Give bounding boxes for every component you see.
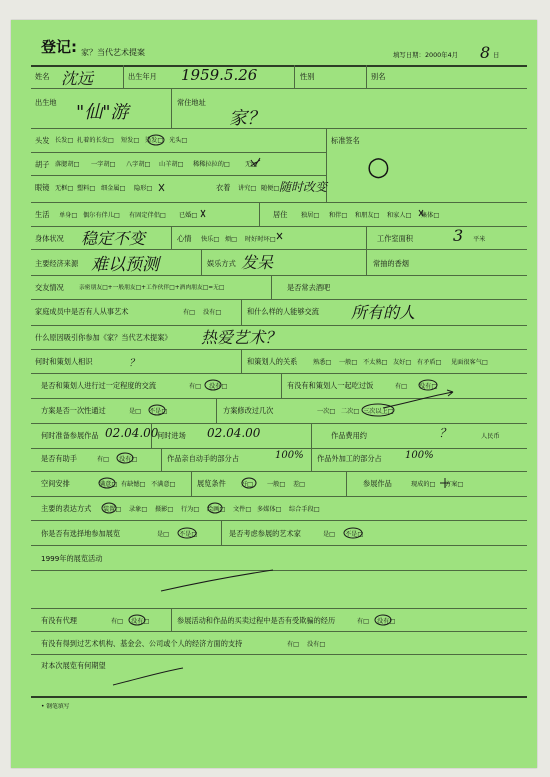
support-label: 有没有得到过艺术机构、基金会、公司或个人的经济方面的支持 bbox=[41, 639, 243, 648]
agent-choice-circle bbox=[129, 615, 145, 625]
revisions-option[interactable]: 三次以上□ bbox=[363, 408, 394, 415]
cheat-option[interactable]: 没有□ bbox=[377, 618, 396, 625]
agent-option[interactable]: 没有□ bbox=[131, 618, 150, 625]
space-option[interactable]: 有缺憾□ bbox=[121, 481, 146, 488]
media-option[interactable]: 绘画□ bbox=[207, 506, 226, 513]
revisions-choice-circle bbox=[362, 404, 394, 416]
glasses-option[interactable]: 细金属□ bbox=[101, 185, 126, 192]
choose-choice-circle bbox=[178, 528, 196, 538]
form-choice-plus bbox=[440, 478, 450, 488]
choose-option[interactable]: 不是□ bbox=[179, 531, 198, 538]
meal-option[interactable]: 有□ bbox=[395, 383, 408, 390]
residence-option[interactable]: 和朋友□ bbox=[355, 212, 380, 219]
mood-option[interactable]: 烦□ bbox=[225, 236, 238, 243]
social-options[interactable]: 亲密朋友□+一般朋友□+工作伙伴□+酒肉朋友□=无□ bbox=[79, 285, 225, 291]
life-option[interactable]: 有固定伴侣□ bbox=[129, 212, 166, 219]
family-label: 家庭成员中是否有人从事艺术 bbox=[35, 307, 129, 316]
proposal-option[interactable]: 不是□ bbox=[149, 408, 168, 415]
enter-label: 何时进场 bbox=[157, 431, 186, 440]
revisions-option[interactable]: 二次□ bbox=[341, 408, 360, 415]
media-choice-circle bbox=[102, 503, 116, 513]
met-label: 何时和策划人相识 bbox=[35, 357, 93, 366]
pen-marks bbox=[11, 20, 537, 768]
proposal-label: 方案是否一次性通过 bbox=[41, 406, 106, 415]
collector-option[interactable]: 是□ bbox=[323, 531, 336, 538]
form-option[interactable]: 现成的□ bbox=[411, 481, 436, 488]
relation-option[interactable]: 不太熟□ bbox=[363, 359, 388, 366]
proposal-option[interactable]: 是□ bbox=[129, 408, 142, 415]
collector-choice-circle bbox=[344, 528, 362, 538]
hair-label: 头发 bbox=[35, 136, 50, 145]
expect-stroke bbox=[113, 668, 183, 685]
cigarette-label: 常抽的香烟 bbox=[373, 259, 409, 268]
expect-label: 对本次展览有何期望 bbox=[41, 661, 106, 670]
relation-option[interactable]: 熟悉□ bbox=[313, 359, 332, 366]
studio-unit: 平米 bbox=[473, 236, 486, 243]
footer-note: • 钢笔填写 bbox=[41, 704, 70, 710]
hair-option[interactable]: 染发□ bbox=[145, 137, 164, 144]
space-option[interactable]: 满意□ bbox=[99, 481, 118, 488]
clothes-label: 衣着 bbox=[216, 183, 231, 192]
name-value: 沈远 bbox=[61, 69, 94, 88]
alias-label: 别名 bbox=[371, 72, 386, 81]
form-title: 登记: bbox=[41, 38, 77, 56]
activity-stroke bbox=[161, 570, 273, 591]
media-option[interactable]: 多媒体□ bbox=[257, 506, 282, 513]
signature-label: 标准签名 bbox=[331, 136, 360, 145]
attract-label: 什么原因吸引你参加《家？当代艺术提案》 bbox=[35, 333, 172, 342]
condition-option[interactable]: 一般□ bbox=[267, 481, 286, 488]
met-value: ？ bbox=[129, 358, 139, 369]
address-label: 常住地址 bbox=[177, 98, 206, 107]
assistant-option[interactable]: 没有□ bbox=[119, 456, 138, 463]
registration-form bbox=[11, 20, 537, 768]
prepare-value: 02.04.00 bbox=[105, 426, 159, 440]
signature-value: ○ bbox=[367, 152, 390, 182]
life-option[interactable]: 已婚□ bbox=[179, 212, 198, 219]
glasses-option[interactable]: 无框□ bbox=[55, 185, 74, 192]
date-day: 8 bbox=[480, 43, 491, 62]
relation-label: 和策划人的关系 bbox=[247, 357, 298, 366]
exchange-option[interactable]: 没有□ bbox=[209, 383, 228, 390]
residence-option[interactable]: 和家人□ bbox=[387, 212, 412, 219]
family-option[interactable]: 有□ bbox=[183, 309, 196, 316]
outsourced-value: 100% bbox=[405, 450, 434, 461]
prepare-label: 何时准备参展作品 bbox=[41, 431, 99, 440]
life-label: 生活 bbox=[35, 210, 50, 219]
media-option[interactable]: 综合手段□ bbox=[289, 506, 320, 513]
health-value: 稳定不变 bbox=[81, 229, 146, 248]
beard-choice-cross bbox=[251, 158, 260, 166]
outsourced-label: 作品外加工的部分占 bbox=[317, 454, 382, 463]
cost-label: 作品费用约 bbox=[331, 431, 367, 440]
mood-option[interactable]: 快乐□ bbox=[201, 236, 220, 243]
media-option[interactable]: 装置□ bbox=[103, 506, 122, 513]
revisions-arrow bbox=[383, 390, 453, 408]
beard-option[interactable]: 落腮胡□ bbox=[55, 161, 80, 168]
cheat-label: 参展活动和作品的买卖过程中是否有受欺骗的经历 bbox=[177, 616, 336, 625]
beard-option[interactable]: 无□ bbox=[245, 161, 258, 168]
studio-label: 工作室面积 bbox=[377, 234, 413, 243]
residence-option[interactable]: 和伴□ bbox=[329, 212, 348, 219]
beard-option[interactable]: 山羊胡□ bbox=[159, 161, 184, 168]
beard-option[interactable]: 一字胡□ bbox=[91, 161, 116, 168]
media-option[interactable]: 录象□ bbox=[129, 506, 148, 513]
form-option[interactable]: 方案□ bbox=[445, 481, 464, 488]
glasses-option[interactable]: 塑料□ bbox=[77, 185, 96, 192]
space-choice-circle bbox=[99, 478, 118, 488]
meal-label: 有没有和策划人一起吃过饭 bbox=[287, 381, 374, 390]
gender-label: 性别 bbox=[300, 72, 315, 81]
cost-unit: 人民币 bbox=[481, 433, 500, 440]
talk-label: 和什么样的人能够交流 bbox=[247, 307, 319, 316]
birth-value: 1959.5.26 bbox=[181, 66, 258, 84]
residence-option[interactable]: 独居□ bbox=[301, 212, 320, 219]
clothes-note: 随时改变 bbox=[279, 180, 328, 194]
revisions-option[interactable]: 一次□ bbox=[317, 408, 336, 415]
economy-value: 难以预测 bbox=[91, 255, 159, 275]
talk-value: 所有的人 bbox=[351, 303, 416, 322]
cheat-choice-circle bbox=[375, 615, 391, 625]
collector-option[interactable]: 不是□ bbox=[345, 531, 364, 538]
residence-choice-cross bbox=[419, 210, 423, 216]
address-value: 家？ bbox=[229, 108, 265, 129]
clothes-option[interactable]: 讲究□ bbox=[238, 185, 257, 192]
form-subtitle: 家？当代艺术提案 bbox=[81, 48, 145, 57]
life-option[interactable]: 单身□ bbox=[59, 212, 78, 219]
beard-label: 胡子 bbox=[35, 160, 50, 169]
agent-option[interactable]: 有□ bbox=[111, 618, 124, 625]
choose-option[interactable]: 是□ bbox=[157, 531, 170, 538]
meal-option[interactable]: 没有□ bbox=[419, 383, 438, 390]
activity-label: 1999年的展览活动 bbox=[41, 554, 103, 563]
studio-value: 3 bbox=[453, 226, 464, 245]
glasses-choice-cross bbox=[159, 184, 164, 191]
proposal-choice-circle bbox=[149, 405, 168, 415]
assistant-option[interactable]: 有□ bbox=[97, 456, 110, 463]
condition-option[interactable]: 差□ bbox=[293, 481, 306, 488]
glasses-label: 眼镜 bbox=[35, 183, 50, 192]
choose-label: 你是否有选择地参加展览 bbox=[41, 529, 121, 538]
agent-label: 有没有代理 bbox=[41, 616, 77, 625]
revisions-label: 方案修改过几次 bbox=[223, 406, 274, 415]
support-option[interactable]: 有□ bbox=[287, 641, 300, 648]
social-label: 交友情况 bbox=[35, 283, 64, 292]
date-suffix: 日 bbox=[493, 51, 500, 59]
birthplace-label: 出生地 bbox=[35, 98, 57, 107]
relation-option[interactable]: 见面很客气□ bbox=[451, 359, 488, 366]
space-option[interactable]: 不满意□ bbox=[151, 481, 176, 488]
assistant-choice-circle bbox=[117, 453, 133, 463]
hair-option[interactable]: 短发□ bbox=[121, 137, 140, 144]
relation-option[interactable]: 一般□ bbox=[339, 359, 358, 366]
birthplace-value: "仙"游 bbox=[76, 102, 129, 123]
bar-label: 是否常去酒吧 bbox=[287, 283, 331, 292]
attract-value: 热爱艺术？ bbox=[201, 328, 282, 347]
beard-option[interactable]: 八字胡□ bbox=[126, 161, 151, 168]
mood-choice-cross bbox=[277, 233, 282, 239]
meal-choice-circle bbox=[419, 380, 437, 390]
exchange-option[interactable]: 有□ bbox=[189, 383, 202, 390]
birth-label: 出生年月 bbox=[128, 72, 157, 81]
media-option[interactable]: 文件□ bbox=[233, 506, 252, 513]
family-option[interactable]: 没有□ bbox=[203, 309, 222, 316]
own-value: 100% bbox=[275, 450, 304, 461]
date-label: 填写日期：2000年4月 bbox=[393, 51, 459, 59]
condition-label: 展览条件 bbox=[197, 479, 226, 488]
form-label: 参展作品 bbox=[363, 479, 392, 488]
clothes-option[interactable]: 随便□ bbox=[261, 185, 280, 192]
media-option[interactable]: 摄影□ bbox=[155, 506, 174, 513]
media-option[interactable]: 行为□ bbox=[181, 506, 200, 513]
media-label: 主要的表达方式 bbox=[41, 504, 92, 513]
media-choice-circle bbox=[208, 503, 222, 513]
condition-option[interactable]: 好□ bbox=[241, 481, 254, 488]
hair-option[interactable]: 光头□ bbox=[169, 137, 188, 144]
support-option[interactable]: 没有□ bbox=[307, 641, 326, 648]
life-option[interactable]: 偶尔有伴儿□ bbox=[83, 212, 120, 219]
relation-option[interactable]: 友好□ bbox=[393, 359, 412, 366]
hair-option[interactable]: 长发□ bbox=[55, 137, 74, 144]
own-label: 作品亲自动手的部分占 bbox=[167, 454, 239, 463]
exchange-choice-circle bbox=[205, 380, 221, 390]
enter-value: 02.04.00 bbox=[207, 426, 261, 440]
collector-label: 是否考虑参展的艺术家 bbox=[229, 529, 301, 538]
leisure-value: 发呆 bbox=[241, 253, 274, 272]
life-choice-cross bbox=[201, 210, 205, 217]
residence-label: 居住 bbox=[273, 210, 288, 219]
relation-option[interactable]: 有矛盾□ bbox=[417, 359, 442, 366]
leisure-label: 娱乐方式 bbox=[207, 259, 236, 268]
residence-option[interactable]: 集体□ bbox=[421, 212, 440, 219]
hair-choice-circle bbox=[148, 135, 164, 145]
exchange-label: 是否和策划人进行过一定程度的交流 bbox=[41, 381, 157, 390]
mood-option[interactable]: 时好时坏□ bbox=[245, 236, 276, 243]
economy-label: 主要经济来源 bbox=[35, 259, 79, 268]
cost-value: ？ bbox=[439, 426, 452, 440]
beard-option[interactable]: 稀稀拉拉的□ bbox=[193, 161, 230, 168]
hair-option[interactable]: 扎着的长发□ bbox=[77, 137, 114, 144]
space-label: 空间安排 bbox=[41, 479, 70, 488]
glasses-option[interactable]: 隐形□ bbox=[134, 185, 153, 192]
name-label: 姓名 bbox=[35, 72, 50, 81]
condition-choice-circle bbox=[242, 478, 256, 488]
assistant-label: 是否有助手 bbox=[41, 454, 77, 463]
cheat-option[interactable]: 有□ bbox=[357, 618, 370, 625]
health-label: 身体状况 bbox=[35, 234, 64, 243]
mood-label: 心情 bbox=[177, 234, 192, 243]
